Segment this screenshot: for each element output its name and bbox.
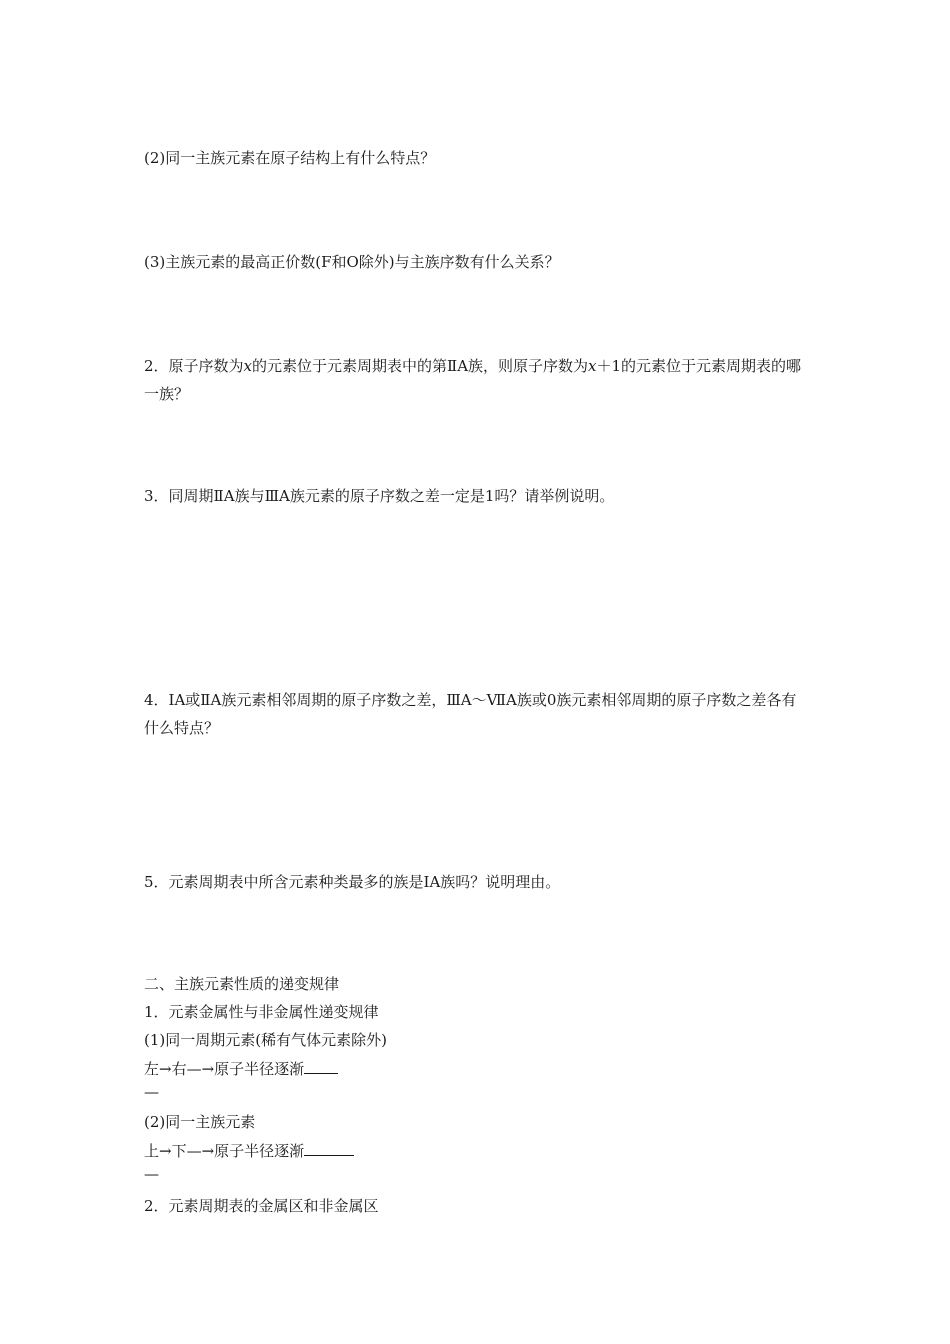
question-3: 3．同周期ⅡA族与ⅢA族元素的原子序数之差一定是1吗？请举例说明。: [144, 487, 615, 505]
section-heading: 二、主族元素性质的递变规律: [144, 975, 340, 993]
group-trend-row: [144, 1140, 354, 1161]
subsection-1-title: 1．元素金属性与非金属性递变规律: [144, 1003, 379, 1021]
question-2-text-c: ＋1的元素位于元素周期表的哪一族？: [144, 357, 802, 403]
question-1-2: (2)同一主族元素在原子结构上有什么特点？: [144, 149, 436, 167]
subsection-2-title: 2．元素周期表的金属区和非金属区: [144, 1197, 379, 1215]
answer-blank[interactable]: [304, 1058, 338, 1074]
question-1-3: (3)主族元素的最高正价数(F和O除外)与主族序数有什么关系？: [144, 253, 560, 271]
period-trend-row: [144, 1058, 338, 1079]
subsection-1-2-title: (2)同一主族元素: [144, 1113, 256, 1131]
variable-x: x: [243, 357, 253, 375]
question-2: [144, 352, 804, 408]
dash-line: —: [144, 1083, 159, 1101]
subsection-1-1-title: (1)同一周期元素(稀有气体元素除外): [144, 1031, 387, 1049]
question-4: 4．ⅠA或ⅡA族元素相邻周期的原子序数之差，ⅢA～ⅦA族或0族元素相邻周期的原子序数之差各有什么特点？: [144, 691, 797, 737]
group-trend-text: 上→下—→原子半径逐渐: [144, 1142, 305, 1160]
answer-blank[interactable]: [304, 1140, 354, 1156]
variable-x: x: [588, 357, 597, 375]
question-5: 5．元素周期表中所含元素种类最多的族是ⅠA族吗？说明理由。: [144, 873, 561, 891]
period-trend-text: 左→右—→原子半径逐渐: [144, 1060, 305, 1078]
question-2-text-a: 2．原子序数为: [144, 357, 244, 375]
dash-line: —: [144, 1165, 159, 1183]
question-2-text-b: 的元素位于元素周期表中的第ⅡA族，则原子序数为: [252, 357, 589, 375]
